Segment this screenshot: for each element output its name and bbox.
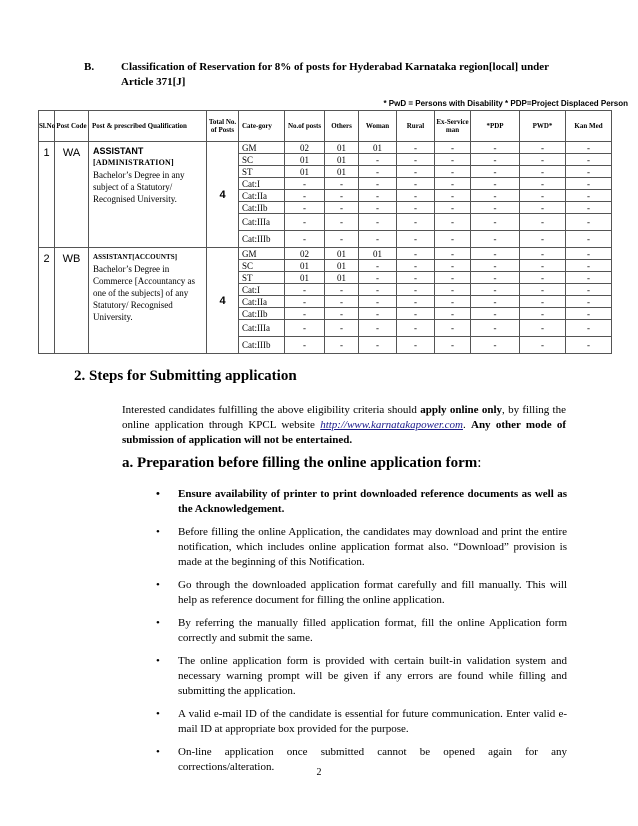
list-item (152, 578, 567, 608)
cell-ex-serviceman: - (435, 142, 471, 154)
cell-pdp: - (471, 178, 520, 190)
cell-ex-serviceman: - (435, 231, 471, 248)
cell-woman: - (359, 190, 397, 202)
cell-kan-med: - (566, 320, 612, 337)
post-total: 4 (207, 142, 239, 248)
cell-pwd: - (520, 214, 566, 231)
cell-pwd: - (520, 190, 566, 202)
cell-others: - (325, 202, 359, 214)
list-item (152, 707, 567, 737)
cell-pwd: - (520, 284, 566, 296)
cell-rural: - (397, 154, 435, 166)
cell-ex-serviceman: - (435, 202, 471, 214)
cell-rural: - (397, 166, 435, 178)
cell-others: - (325, 231, 359, 248)
cell-ex-serviceman: - (435, 320, 471, 337)
cell-pdp: - (471, 190, 520, 202)
category-cell: Cat:IIIb (239, 337, 285, 354)
cell-ex-serviceman: - (435, 308, 471, 320)
cell-pwd: - (520, 178, 566, 190)
cell-ex-serviceman: - (435, 296, 471, 308)
cell-kan-med: - (566, 166, 612, 178)
cell-no-of-posts: - (285, 231, 325, 248)
header-pdp: *PDP (471, 111, 520, 142)
cell-others: - (325, 284, 359, 296)
header-post-code: Post Code (55, 111, 89, 142)
cell-rural: - (397, 214, 435, 231)
cell-pwd: - (520, 337, 566, 354)
post-name: ASSISTANT (93, 146, 144, 156)
cell-pwd: - (520, 154, 566, 166)
cell-others: 01 (325, 272, 359, 284)
section-b-title-line1: Classification of Reservation for 8% of posts for Hyderabad Karnataka region[local] under (121, 61, 550, 73)
cell-woman: - (359, 231, 397, 248)
category-cell: ST (239, 166, 285, 178)
cell-woman: - (359, 308, 397, 320)
cell-kan-med: - (566, 248, 612, 260)
cell-others: - (325, 337, 359, 354)
header-others: Others (325, 111, 359, 142)
intro-text-1: Interested candidates fulfilling the above eligibility criteria should (122, 404, 421, 416)
cell-rural: - (397, 178, 435, 190)
header-no-of-posts: No.of posts (285, 111, 325, 142)
cell-pwd: - (520, 231, 566, 248)
post-subtitle: [ADMINISTRATION] (93, 158, 174, 167)
preparation-heading-text: a. Preparation before filling the online application form (122, 455, 478, 471)
cell-pdp: - (471, 231, 520, 248)
cell-no-of-posts: - (285, 337, 325, 354)
cell-rural: - (397, 296, 435, 308)
cell-woman: - (359, 337, 397, 354)
cell-rural: - (397, 231, 435, 248)
intro-paragraph (122, 403, 566, 448)
cell-rural: - (397, 337, 435, 354)
category-cell: GM (239, 142, 285, 154)
cell-no-of-posts: 01 (285, 260, 325, 272)
cell-pdp: - (471, 284, 520, 296)
intro-bold-apply-online: apply online only (420, 404, 503, 416)
header-total-posts: Total No. of Posts (207, 111, 239, 142)
cell-woman: - (359, 296, 397, 308)
kpcl-website-link[interactable]: http://www.karnatakapower.com (320, 419, 463, 431)
list-item (152, 525, 567, 570)
bullet-icon: • (156, 617, 160, 629)
cell-pwd: - (520, 260, 566, 272)
cell-woman: 01 (359, 142, 397, 154)
cell-rural: - (397, 190, 435, 202)
cell-ex-serviceman: - (435, 166, 471, 178)
cell-pdp: - (471, 272, 520, 284)
cell-ex-serviceman: - (435, 248, 471, 260)
cell-kan-med: - (566, 284, 612, 296)
cell-no-of-posts: 02 (285, 142, 325, 154)
cell-rural: - (397, 308, 435, 320)
cell-woman: - (359, 214, 397, 231)
cell-ex-serviceman: - (435, 190, 471, 202)
preparation-heading (122, 455, 481, 472)
cell-kan-med: - (566, 337, 612, 354)
cell-kan-med: - (566, 272, 612, 284)
cell-others: - (325, 214, 359, 231)
header-ex-serviceman: Ex-Service man (435, 111, 471, 142)
list-item (152, 616, 567, 646)
section-b-title-line2: Article 371[J] (121, 76, 186, 88)
bullet-icon: • (156, 579, 160, 591)
category-cell: Cat:IIa (239, 190, 285, 202)
category-cell: Cat:I (239, 178, 285, 190)
post-code: WA (55, 142, 89, 248)
cell-pdp: - (471, 260, 520, 272)
bullet-icon: • (156, 655, 160, 667)
cell-rural: - (397, 260, 435, 272)
cell-rural: - (397, 202, 435, 214)
category-cell: ST (239, 272, 285, 284)
cell-no-of-posts: - (285, 308, 325, 320)
cell-pwd: - (520, 320, 566, 337)
bullet-icon: • (156, 488, 160, 500)
cell-ex-serviceman: - (435, 284, 471, 296)
cell-rural: - (397, 284, 435, 296)
bullet-icon: • (156, 526, 160, 538)
cell-pwd: - (520, 296, 566, 308)
steps-heading: 2. Steps for Submitting application (74, 368, 297, 384)
preparation-list (152, 487, 567, 783)
cell-pwd: - (520, 248, 566, 260)
cell-others: 01 (325, 154, 359, 166)
header-kan-med: Kan Med (566, 111, 612, 142)
cell-others: - (325, 178, 359, 190)
cell-no-of-posts: - (285, 320, 325, 337)
cell-ex-serviceman: - (435, 154, 471, 166)
cell-ex-serviceman: - (435, 272, 471, 284)
header-category: Cate-gory (239, 111, 285, 142)
cell-pdp: - (471, 248, 520, 260)
cell-woman: - (359, 284, 397, 296)
cell-rural: - (397, 272, 435, 284)
cell-pwd: - (520, 202, 566, 214)
category-cell: Cat:IIIa (239, 214, 285, 231)
cell-ex-serviceman: - (435, 337, 471, 354)
intro-text-2: , by filling the online application through KPCL website (122, 404, 566, 431)
cell-pdp: - (471, 308, 520, 320)
list-item-text: Before filling the online Application, the candidates may download and print the entire notification, which includes online application format also. “Download” provision is made at the beginning of this Notification. (178, 526, 567, 568)
cell-others: 01 (325, 142, 359, 154)
cell-no-of-posts: - (285, 202, 325, 214)
category-cell: Cat:IIb (239, 202, 285, 214)
cell-kan-med: - (566, 260, 612, 272)
cell-kan-med: - (566, 202, 612, 214)
category-cell: SC (239, 260, 285, 272)
cell-others: 01 (325, 248, 359, 260)
cell-others: - (325, 320, 359, 337)
post-sl-no: 2 (39, 248, 55, 354)
cell-no-of-posts: 01 (285, 166, 325, 178)
cell-pdp: - (471, 142, 520, 154)
cell-no-of-posts: 02 (285, 248, 325, 260)
cell-woman: - (359, 154, 397, 166)
category-cell: Cat:IIa (239, 296, 285, 308)
list-item-text: By referring the manually filled application format, fill the online Application form correctly and submit the same. (178, 617, 567, 644)
header-qualification: Post & prescribed Qualification (89, 111, 207, 142)
list-item-text: The online application form is provided with certain built-in validation system and necessary warning prompt will be given if any errors are found while filling and submitting the application. (178, 655, 567, 697)
cell-kan-med: - (566, 142, 612, 154)
cell-others: 01 (325, 166, 359, 178)
cell-pdp: - (471, 214, 520, 231)
category-cell: GM (239, 248, 285, 260)
cell-woman: - (359, 272, 397, 284)
table-row (39, 248, 612, 260)
cell-ex-serviceman: - (435, 178, 471, 190)
header-pwd: PWD* (520, 111, 566, 142)
cell-no-of-posts: - (285, 190, 325, 202)
category-cell: SC (239, 154, 285, 166)
page-number: 2 (316, 767, 322, 778)
cell-kan-med: - (566, 214, 612, 231)
cell-no-of-posts: - (285, 178, 325, 190)
header-woman: Woman (359, 111, 397, 142)
cell-kan-med: - (566, 190, 612, 202)
cell-no-of-posts: 01 (285, 154, 325, 166)
cell-no-of-posts: - (285, 214, 325, 231)
intro-bold-warning: Any other mode of submission of application will not be entertained. (122, 419, 567, 446)
category-cell: Cat:IIIb (239, 231, 285, 248)
post-qualification-cell (89, 142, 207, 248)
post-sl-no: 1 (39, 142, 55, 248)
list-item-text: A valid e-mail ID of the candidate is essential for future communication. Enter valid e-mail ID at appropriate box provided for the purpose. (178, 708, 567, 735)
cell-no-of-posts: - (285, 284, 325, 296)
table-header-row (39, 111, 612, 142)
section-b-letter: B. (84, 61, 95, 73)
cell-woman: - (359, 202, 397, 214)
cell-no-of-posts: 01 (285, 272, 325, 284)
cell-pdp: - (471, 154, 520, 166)
cell-rural: - (397, 320, 435, 337)
cell-woman: 01 (359, 248, 397, 260)
list-item (152, 487, 567, 517)
cell-others: - (325, 190, 359, 202)
cell-others: - (325, 308, 359, 320)
category-cell: Cat:IIb (239, 308, 285, 320)
post-qualification: Bachelor’s Degree in any subject of a Statutory/ Recognised University. (93, 170, 185, 204)
preparation-heading-colon: : (477, 455, 482, 471)
cell-kan-med: - (566, 308, 612, 320)
cell-kan-med: - (566, 178, 612, 190)
cell-rural: - (397, 248, 435, 260)
cell-others: 01 (325, 260, 359, 272)
list-item-text: Ensure availability of printer to print downloaded reference documents as well as the Acknowledgement. (178, 488, 567, 515)
cell-pdp: - (471, 337, 520, 354)
cell-pdp: - (471, 296, 520, 308)
cell-pwd: - (520, 142, 566, 154)
cell-pwd: - (520, 166, 566, 178)
header-rural: Rural (397, 111, 435, 142)
cell-others: - (325, 296, 359, 308)
cell-woman: - (359, 178, 397, 190)
header-sl-no: Sl.No (39, 111, 55, 142)
abbreviation-legend: * PwD = Persons with Disability * PDP=Project Displaced Person (383, 99, 628, 108)
cell-pdp: - (471, 202, 520, 214)
post-qualification-cell (89, 248, 207, 354)
cell-kan-med: - (566, 296, 612, 308)
category-cell: Cat:IIIa (239, 320, 285, 337)
post-qualification: Bachelor’s Degree in Commerce [Accountancy as one of the subjects] of any Statutory/ Recognised University. (93, 264, 195, 322)
table-row (39, 142, 612, 154)
list-item (152, 654, 567, 699)
cell-ex-serviceman: - (435, 260, 471, 272)
cell-pdp: - (471, 320, 520, 337)
cell-no-of-posts: - (285, 296, 325, 308)
cell-kan-med: - (566, 154, 612, 166)
cell-woman: - (359, 320, 397, 337)
cell-pwd: - (520, 308, 566, 320)
post-code: WB (55, 248, 89, 354)
post-total: 4 (207, 248, 239, 354)
cell-ex-serviceman: - (435, 214, 471, 231)
cell-rural: - (397, 142, 435, 154)
cell-kan-med: - (566, 231, 612, 248)
reservation-table (38, 110, 612, 354)
list-item-text: On-line application once submitted cannot be opened again for any corrections/alteration. (178, 746, 567, 773)
cell-pwd: - (520, 272, 566, 284)
bullet-icon: • (156, 708, 160, 720)
bullet-icon: • (156, 746, 160, 758)
list-item-text: Go through the downloaded application format carefully and fill manually. This will help as reference document for filling the online application. (178, 579, 567, 606)
cell-woman: - (359, 166, 397, 178)
category-cell: Cat:I (239, 284, 285, 296)
cell-pdp: - (471, 166, 520, 178)
intro-text-3: . (462, 419, 471, 431)
post-name: ASSISTANT[ACCOUNTS] (93, 253, 178, 261)
cell-woman: - (359, 260, 397, 272)
